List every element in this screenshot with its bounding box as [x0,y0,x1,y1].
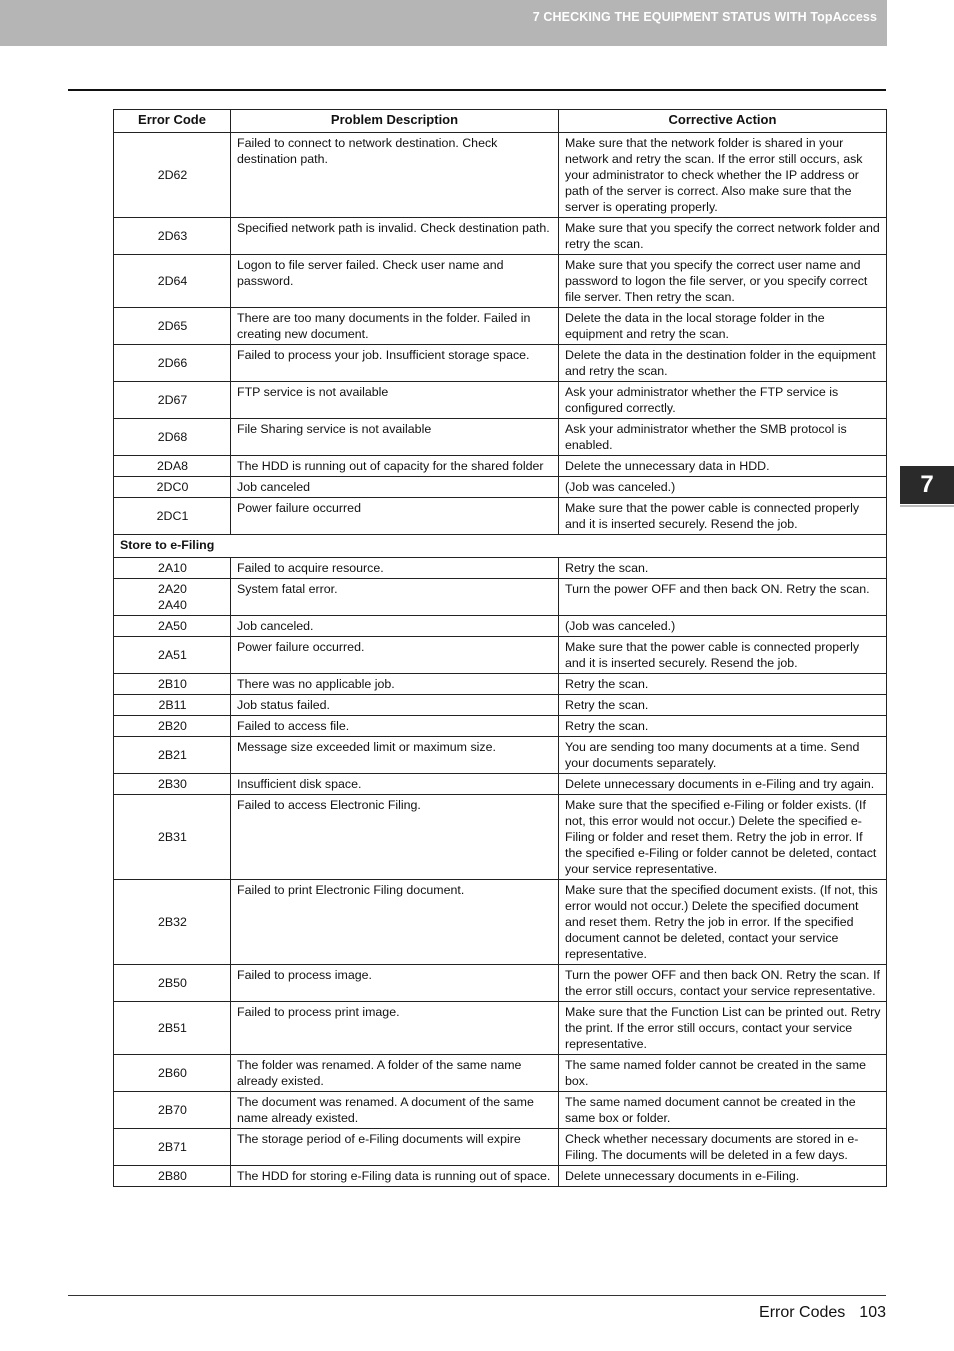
table-row [114,419,887,456]
page-header-band [0,0,887,46]
corrective-action-cell: Retry the scan. [559,695,887,716]
problem-description-cell: Message size exceeded limit or maximum size. [231,737,559,774]
table-row [114,716,887,737]
error-code: 2D63 [157,229,188,243]
error-code: 2A40 [158,598,187,612]
error-code-cell [114,616,231,637]
corrective-action-cell: Make sure that you specify the correct user name and password to logon the file server, or you specify correct file server. Then retry the scan. [559,255,887,308]
page-number: 103 [859,1304,886,1321]
corrective-action-cell: Make sure that the Function List can be printed out. Retry the print. If the error still occurs, contact your service representative. [559,1002,887,1055]
error-code: 2D65 [157,319,188,333]
error-code-cell [114,133,231,218]
table-header-row [114,110,887,133]
table-row [114,498,887,535]
problem-description-cell: The storage period of e-Filing documents will expire [231,1129,559,1166]
error-code: 2A50 [158,619,187,633]
error-code: 2B71 [158,1140,187,1154]
error-code: 2A10 [158,561,187,575]
corrective-action-cell: Delete the unnecessary data in HDD. [559,456,887,477]
table-row [114,1055,887,1092]
corrective-action-cell: Turn the power OFF and then back ON. Retry the scan. If the error still occurs, contact your service representative. [559,965,887,1002]
table-row [114,1166,887,1187]
corrective-action-cell: Make sure that you specify the correct network folder and retry the scan. [559,218,887,255]
corrective-action-cell: Ask your administrator whether the SMB protocol is enabled. [559,419,887,456]
problem-description-cell: Failed to acquire resource. [231,558,559,579]
table-row [114,695,887,716]
corrective-action-cell: Turn the power OFF and then back ON. Retry the scan. [559,579,887,616]
table-row [114,308,887,345]
error-code-cell [114,419,231,456]
column-header-error-code: Error Code [114,110,231,133]
corrective-action-cell: Retry the scan. [559,716,887,737]
problem-description-cell: Job canceled [231,477,559,498]
corrective-action-cell: (Job was canceled.) [559,616,887,637]
chapter-tab-underline [900,505,954,507]
error-code-cell [114,498,231,535]
error-code: 2B10 [158,677,187,691]
error-code-cell [114,1092,231,1129]
corrective-action-cell: Retry the scan. [559,558,887,579]
error-code-cell [114,477,231,498]
problem-description-cell: Job canceled. [231,616,559,637]
problem-description-cell: Logon to file server failed. Check user name and password. [231,255,559,308]
corrective-action-cell: Make sure that the power cable is connected properly and it is inserted securely. Resend the job. [559,637,887,674]
problem-description-cell: Failed to process print image. [231,1002,559,1055]
error-code: 2DC1 [156,509,189,523]
problem-description-cell: Failed to process image. [231,965,559,1002]
table-row [114,795,887,880]
error-code-cell [114,716,231,737]
problem-description-cell: The HDD is running out of capacity for the shared folder [231,456,559,477]
problem-description-cell: Power failure occurred. [231,637,559,674]
error-code: 2B20 [158,719,187,733]
column-header-corrective-action: Corrective Action [559,110,887,133]
table-row [114,1002,887,1055]
table-row [114,1129,887,1166]
table-row [114,674,887,695]
error-code-cell [114,308,231,345]
error-code-cell [114,218,231,255]
top-rule [68,89,886,91]
corrective-action-cell: You are sending too many documents at a time. Send your documents separately. [559,737,887,774]
error-code-cell [114,456,231,477]
error-code-cell [114,558,231,579]
corrective-action-cell: Retry the scan. [559,674,887,695]
table-row [114,1092,887,1129]
error-code: 2B11 [158,698,187,712]
bottom-rule [68,1295,886,1296]
corrective-action-cell: Make sure that the network folder is shared in your network and retry the scan. If the error still occurs, ask your administrator to check whether the IP address or path of the server is correct. Also make sure that the server is operating properly. [559,133,887,218]
problem-description-cell: Failed to access file. [231,716,559,737]
corrective-action-cell: Ask your administrator whether the FTP service is configured correctly. [559,382,887,419]
section-heading: Store to e-Filing [114,535,887,558]
table-row [114,880,887,965]
problem-description-cell: Power failure occurred [231,498,559,535]
error-code-cell [114,695,231,716]
table-row [114,477,887,498]
table-row [114,774,887,795]
error-code: 2A51 [158,648,187,662]
error-code: 2DC0 [156,480,189,494]
error-code: 2B31 [158,830,187,844]
problem-description-cell: Failed to access Electronic Filing. [231,795,559,880]
table-row [114,218,887,255]
error-code-cell [114,382,231,419]
error-code: 2B80 [158,1169,187,1183]
page-footer [759,1304,886,1322]
error-code: 2A20 [158,582,187,596]
corrective-action-cell: The same named document cannot be created in the same box or folder. [559,1092,887,1129]
column-header-problem-description: Problem Description [231,110,559,133]
corrective-action-cell: Delete the data in the destination folder in the equipment and retry the scan. [559,345,887,382]
problem-description-cell: System fatal error. [231,579,559,616]
table-row [114,255,887,308]
table-row [114,345,887,382]
error-code-cell [114,579,231,616]
error-code: 2B60 [158,1066,187,1080]
problem-description-cell: The document was renamed. A document of the same name already existed. [231,1092,559,1129]
error-code-cell [114,674,231,695]
error-code-table [113,109,887,1187]
problem-description-cell: FTP service is not available [231,382,559,419]
error-code-cell [114,1129,231,1166]
section-row [114,535,887,558]
problem-description-cell: Failed to print Electronic Filing document. [231,880,559,965]
error-code: 2B21 [158,748,187,762]
error-code-cell [114,255,231,308]
header-title: 7 CHECKING THE EQUIPMENT STATUS WITH TopAccess [532,10,877,24]
error-code-cell [114,795,231,880]
problem-description-cell: Specified network path is invalid. Check destination path. [231,218,559,255]
error-code: 2B50 [158,976,187,990]
problem-description-cell: There was no applicable job. [231,674,559,695]
error-code: 2D68 [157,430,188,444]
chapter-tab: 7 [900,466,954,504]
corrective-action-cell: Make sure that the specified document exists. (If not, this error would not occur.) Delete the specified document and reset them. Retry the job in error. If the specified document cannot be deleted, contact your service representative. [559,880,887,965]
corrective-action-cell: Delete unnecessary documents in e-Filing. [559,1166,887,1187]
corrective-action-cell: (Job was canceled.) [559,477,887,498]
problem-description-cell: The folder was renamed. A folder of the same name already existed. [231,1055,559,1092]
error-code-cell [114,774,231,795]
error-code: 2D66 [157,356,188,370]
error-code-cell [114,1055,231,1092]
corrective-action-cell: Delete unnecessary documents in e-Filing and try again. [559,774,887,795]
table-row [114,133,887,218]
problem-description-cell: Insufficient disk space. [231,774,559,795]
table-row [114,737,887,774]
error-code: 2D62 [157,168,188,182]
corrective-action-cell: Delete the data in the local storage folder in the equipment and retry the scan. [559,308,887,345]
error-code: 2DA8 [157,459,188,473]
problem-description-cell: The HDD for storing e-Filing data is running out of space. [231,1166,559,1187]
table-row [114,616,887,637]
problem-description-cell: Failed to connect to network destination. Check destination path. [231,133,559,218]
table-row [114,965,887,1002]
footer-section-title: Error Codes [759,1304,846,1321]
error-code-cell [114,1002,231,1055]
error-code: 2D67 [157,393,188,407]
error-code-cell [114,965,231,1002]
corrective-action-cell: Make sure that the power cable is connected properly and it is inserted securely. Resend the job. [559,498,887,535]
error-code: 2D64 [157,274,188,288]
corrective-action-cell: Make sure that the specified e-Filing or folder exists. (If not, this error would not occur.) Delete the specified e-Filing or folder and reset them. Retry the job in error. If the specified e-Filing or folder cannot be deleted, contact your service representative. [559,795,887,880]
error-code: 2B30 [158,777,187,791]
table-body [114,133,887,1187]
table-row [114,558,887,579]
error-code-cell [114,1166,231,1187]
error-code-cell [114,637,231,674]
corrective-action-cell: The same named folder cannot be created in the same box. [559,1055,887,1092]
corrective-action-cell: Check whether necessary documents are stored in e-Filing. The documents will be deleted in a few days. [559,1129,887,1166]
error-code-cell [114,737,231,774]
error-code: 2B51 [158,1021,187,1035]
problem-description-cell: Job status failed. [231,695,559,716]
table-row [114,579,887,616]
problem-description-cell: File Sharing service is not available [231,419,559,456]
problem-description-cell: Failed to process your job. Insufficient storage space. [231,345,559,382]
error-code-cell [114,880,231,965]
table-row [114,382,887,419]
table-row [114,456,887,477]
error-code-cell [114,345,231,382]
problem-description-cell: There are too many documents in the folder. Failed in creating new document. [231,308,559,345]
error-code: 2B32 [158,915,187,929]
error-code: 2B70 [158,1103,187,1117]
table-row [114,637,887,674]
